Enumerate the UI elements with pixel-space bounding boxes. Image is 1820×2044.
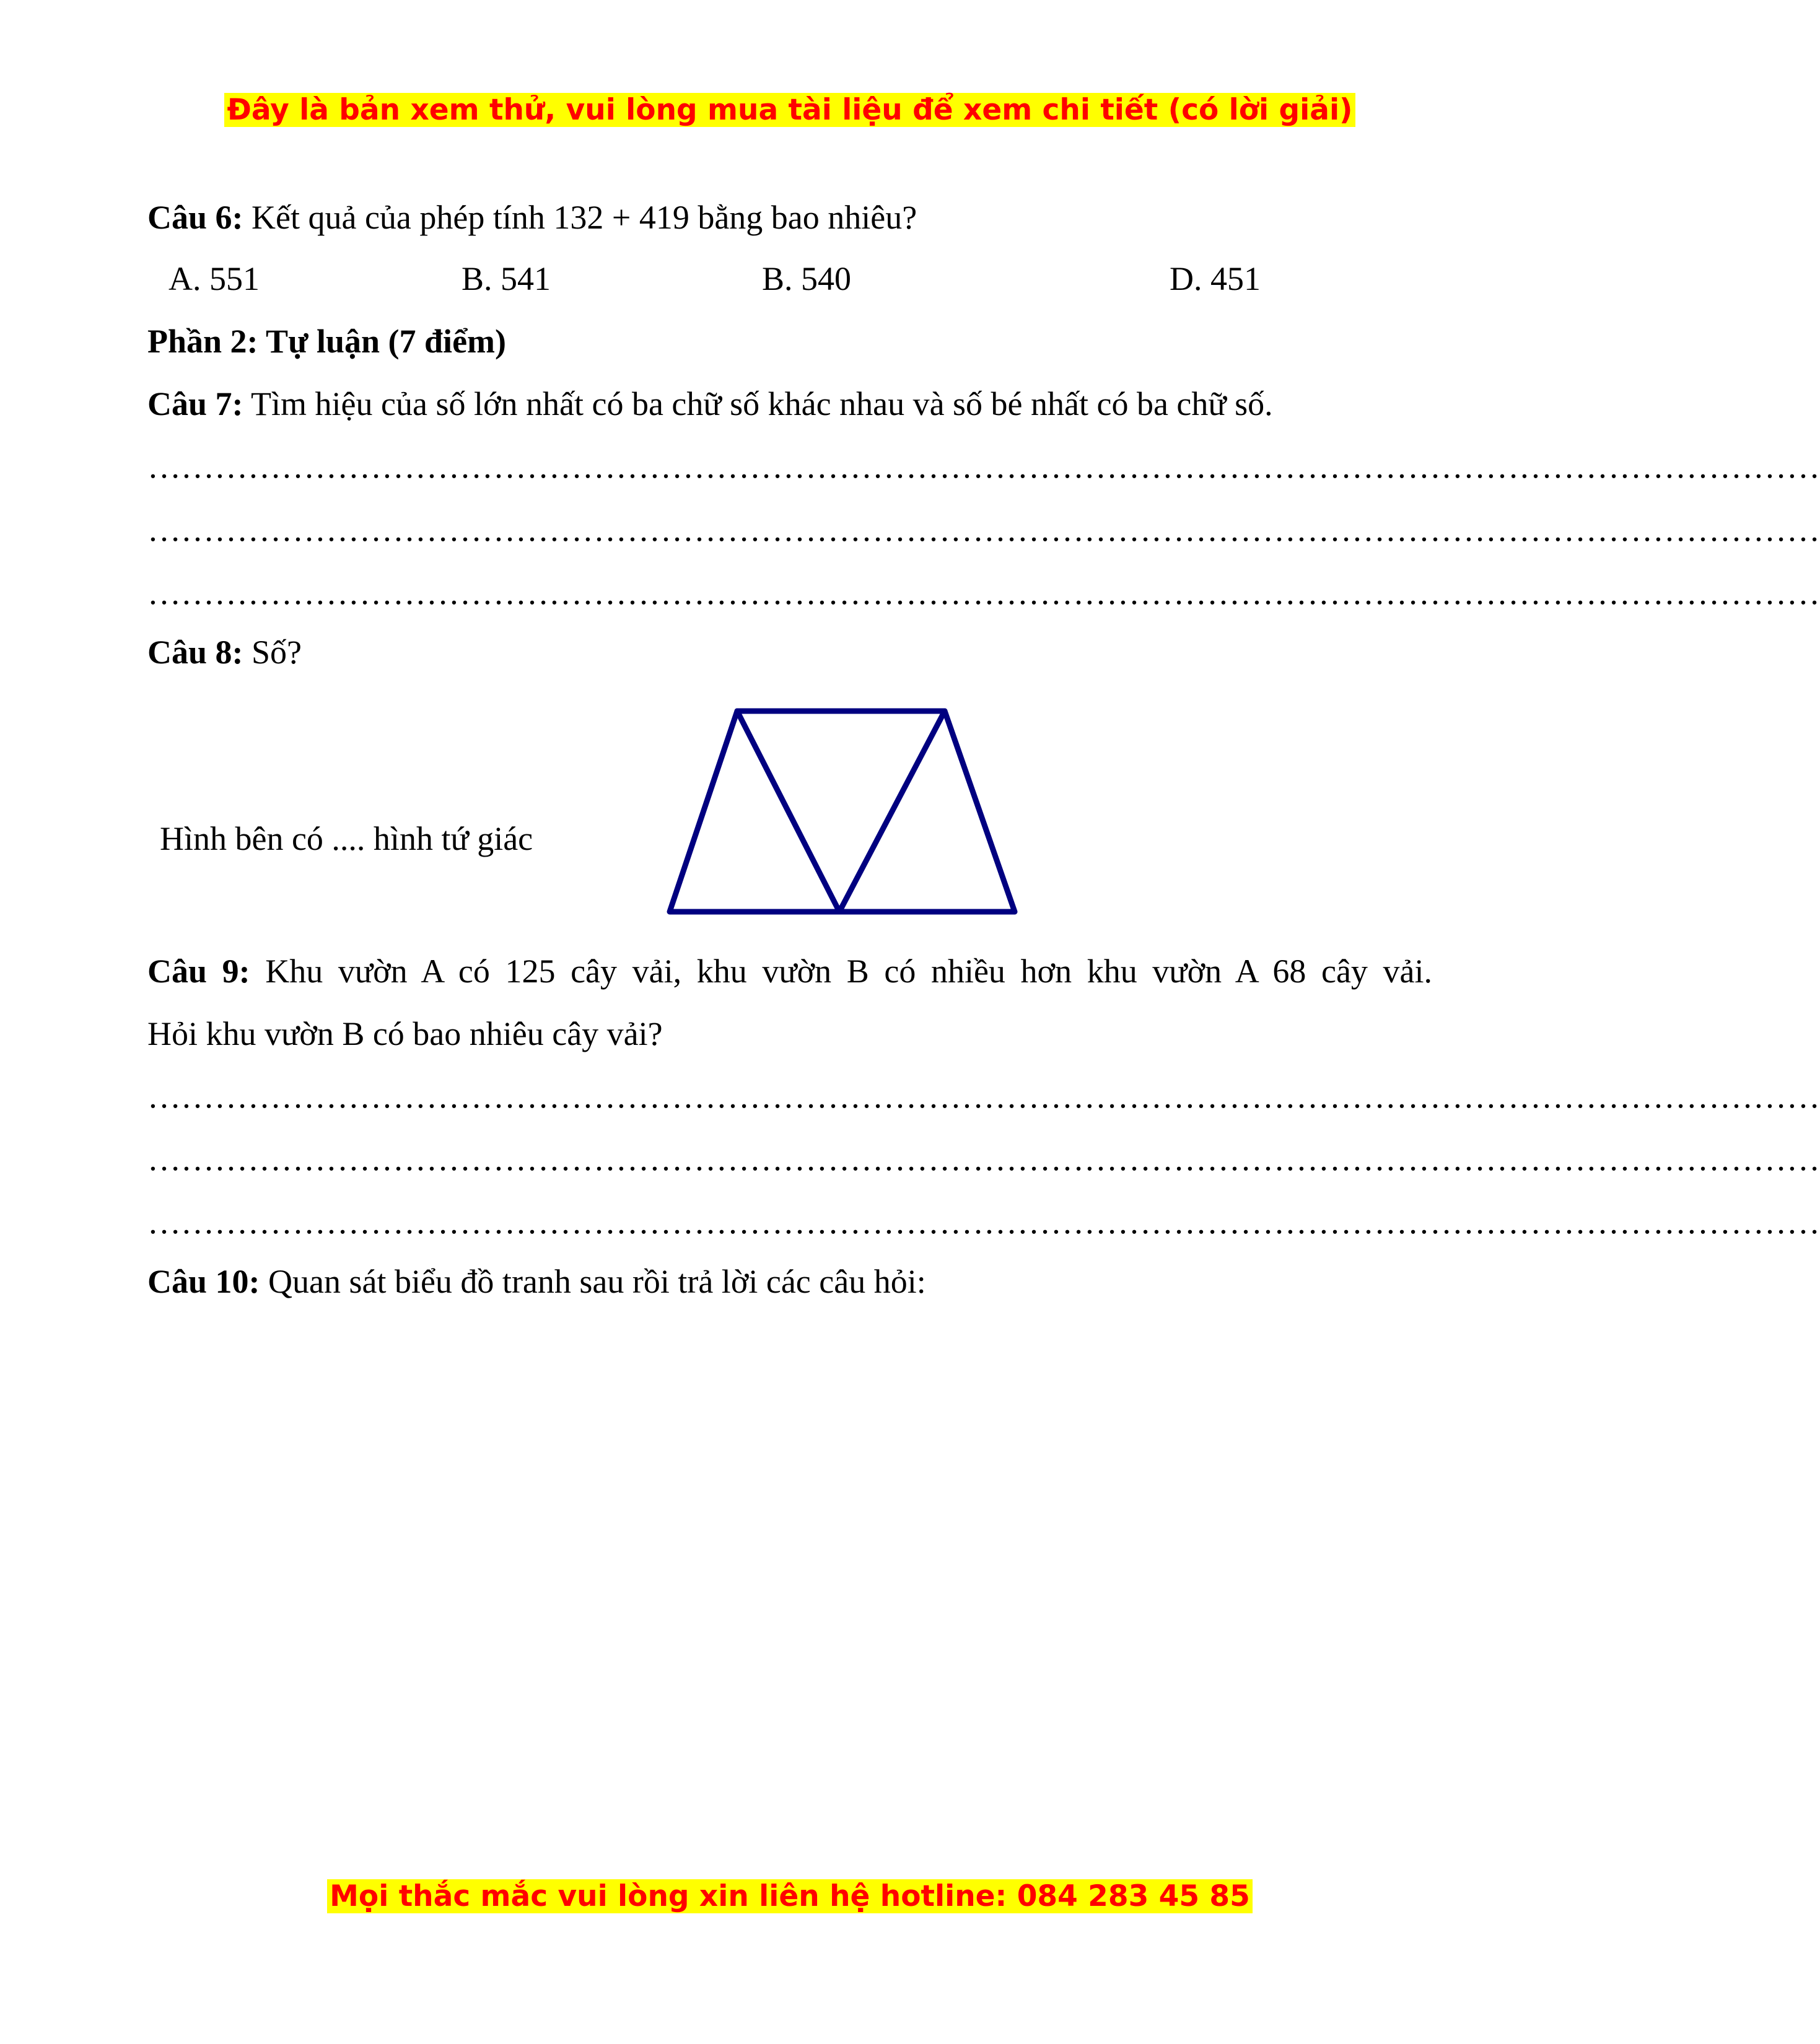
inner-diagonal-left <box>737 711 839 912</box>
question-9-text: Khu vườn A có 125 cây vải, khu vườn B có nhiều hơn khu vườn A 68 cây vải. <box>250 953 1432 990</box>
answer-line: …………………………………………………………………………………………………………………………………… <box>147 1203 1820 1241</box>
question-8-label: Câu 8: <box>147 634 243 671</box>
question-6-label: Câu 6: <box>147 199 243 236</box>
question-9-line-1 <box>147 951 1432 992</box>
question-6-choice-d: D. 451 <box>1170 260 1261 297</box>
preview-notice-banner <box>0 92 1580 129</box>
part-2-heading: Phần 2: Tự luận (7 điểm) <box>147 323 506 360</box>
question-10-text: Quan sát biểu đồ tranh sau rồi trả lời các câu hỏi: <box>260 1263 926 1300</box>
question-9-line-2: Hỏi khu vườn B có bao nhiêu cây vải? <box>147 1015 663 1052</box>
question-7-text: Tìm hiệu của số lớn nhất có ba chữ số khác nhau và số bé nhất có ba chữ số. <box>243 385 1273 422</box>
question-6-choice-a: A. 551 <box>168 260 260 297</box>
question-8 <box>147 632 302 673</box>
preview-notice-text: Đây là bản xem thử, vui lòng mua tài liệu để xem chi tiết (có lời giải) <box>224 93 1355 127</box>
hotline-text: Mọi thắc mắc vui lòng xin liên hệ hotline: 084 283 45 85 <box>327 1879 1253 1913</box>
inner-diagonal-right <box>839 711 945 912</box>
question-6-text: Kết quả của phép tính 132 + 419 bằng bao nhiêu? <box>243 199 917 236</box>
answer-line: …………………………………………………………………………………………………………………………………… <box>147 511 1820 548</box>
question-7-label: Câu 7: <box>147 385 243 422</box>
question-6-choice-b: B. 541 <box>462 260 551 297</box>
answer-line: …………………………………………………………………………………………………………………………………… <box>147 448 1820 485</box>
question-7 <box>147 383 1273 424</box>
trapezoid-outline <box>670 711 1015 912</box>
question-10 <box>147 1261 926 1302</box>
answer-line: …………………………………………………………………………………………………………………………………… <box>147 1078 1820 1115</box>
trapezoid-figure <box>663 706 1022 923</box>
question-9-label: Câu 9: <box>147 953 250 990</box>
answer-line: …………………………………………………………………………………………………………………………………… <box>147 1140 1820 1177</box>
question-10-label: Câu 10: <box>147 1263 260 1300</box>
hotline-banner <box>0 1878 1580 1915</box>
question-6 <box>147 197 917 238</box>
question-8-text: Số? <box>243 634 302 671</box>
question-8-statement: Hình bên có .... hình tứ giác <box>160 820 533 857</box>
answer-line: …………………………………………………………………………………………………………………………………… <box>147 574 1820 611</box>
question-6-choice-c: B. 540 <box>762 260 852 297</box>
